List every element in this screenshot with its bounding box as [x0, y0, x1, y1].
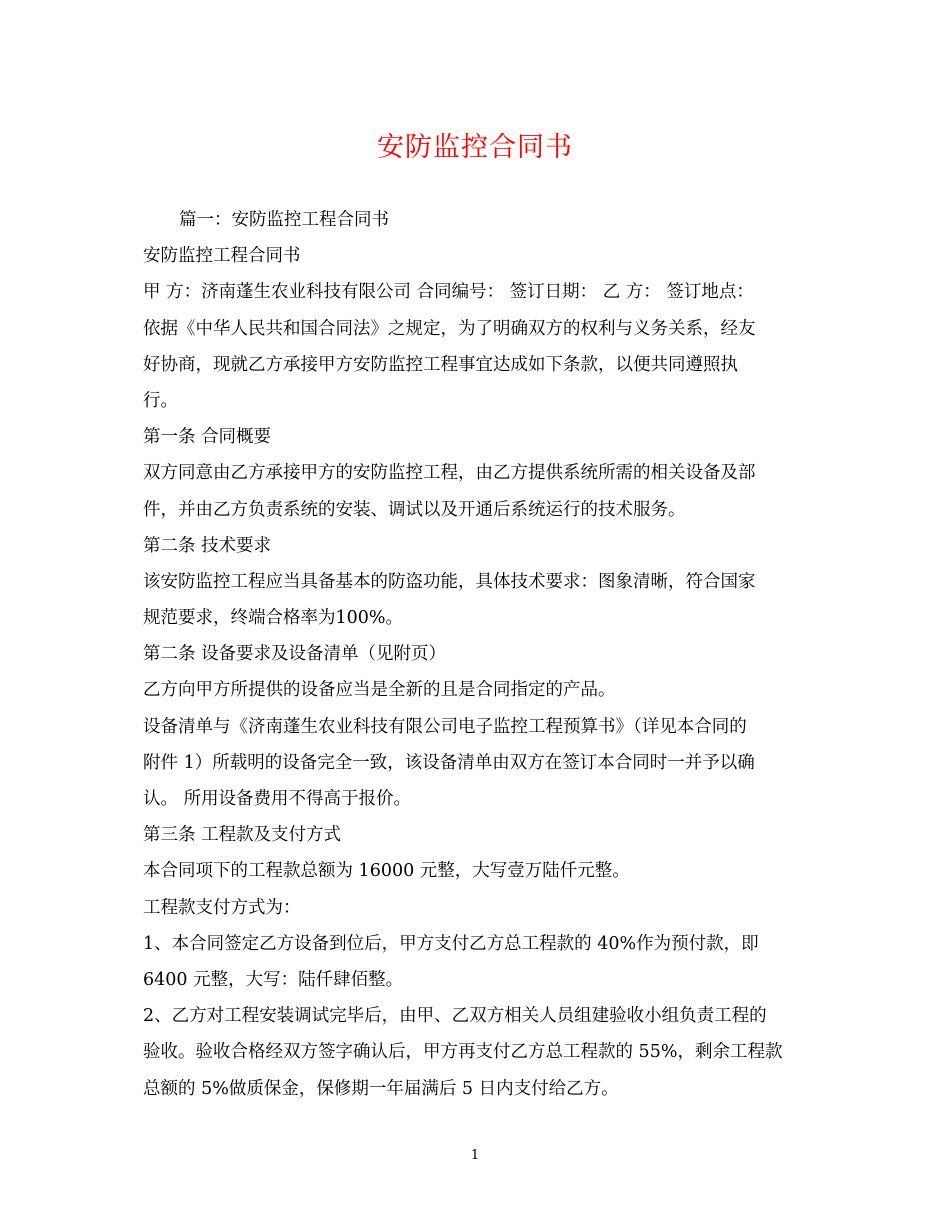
document-title: 安防监控合同书: [377, 132, 573, 163]
paragraph-line: 1、本合同签定乙方设备到位后，甲方支付乙方总工程款的 40%作为预付款，即: [143, 933, 759, 954]
article-heading: 第一条 合同概要: [143, 427, 272, 448]
paragraph-line: 附件 1）所载明的设备完全一致，该设备清单由双方在签订本合同时一并予以确: [143, 752, 755, 773]
page-number: 1: [470, 1148, 480, 1163]
paragraph-line: 行。: [143, 390, 178, 411]
paragraph-line: 6400 元整，大写：陆仟肆佰整。: [143, 969, 404, 990]
section-heading: 篇一：安防监控工程合同书: [179, 210, 389, 230]
paragraph-line: 验收。验收合格经双方签字确认后，甲方再支付乙方总工程款的 55%，剩余工程款: [143, 1042, 783, 1063]
paragraph-line: 该安防监控工程应当具备基本的防盗功能，具体技术要求：图象清晰，符合国家: [143, 571, 756, 592]
paragraph-line: 安防监控工程合同书: [143, 246, 301, 267]
paragraph-line: 总额的 5%做质保金，保修期一年届满后 5 日内支付给乙方。: [143, 1078, 619, 1099]
document-body: [143, 202, 809, 1107]
paragraph-line: 好协商，现就乙方承接甲方安防监控工程事宜达成如下条款，以便共同遵照执: [143, 354, 738, 375]
paragraph-line: 2、乙方对工程安装调试完毕后，由甲、乙双方相关人员组建验收小组负责工程的: [143, 1006, 767, 1027]
article-heading: 第二条 技术要求: [143, 535, 272, 556]
paragraph-line: 乙方向甲方所提供的设备应当是全新的且是合同指定的产品。: [143, 680, 616, 701]
paragraph-line: 件，并由乙方负责系统的安装、调试以及开通后系统运行的技术服务。: [143, 499, 686, 520]
paragraph-line: 依据《中华人民共和国合同法》之规定，为了明确双方的权利与义务关系，经友: [143, 318, 756, 339]
paragraph-line: 规范要求，终端合格率为100%。: [143, 608, 404, 629]
paragraph-line: 双方同意由乙方承接甲方的安防监控工程，由乙方提供系统所需的相关设备及部: [143, 463, 756, 484]
paragraph-line: 甲 方：济南蓬生农业科技有限公司 合同编号： 签订日期： 乙 方： 签订地点：: [143, 282, 754, 303]
article-heading: 第三条 工程款及支付方式: [143, 825, 342, 846]
article-heading: 第二条 设备要求及设备清单（见附页）: [143, 644, 447, 665]
paragraph-line: 本合同项下的工程款总额为 16000 元整，大写壹万陆仟元整。: [143, 861, 630, 882]
paragraph-line: 设备清单与《济南蓬生农业科技有限公司电子监控工程预算书》（详见本合同的: [143, 716, 747, 737]
paragraph-line: 认。 所用设备费用不得高于报价。: [143, 789, 412, 809]
paragraph-line: 工程款支付方式为：: [143, 897, 301, 918]
